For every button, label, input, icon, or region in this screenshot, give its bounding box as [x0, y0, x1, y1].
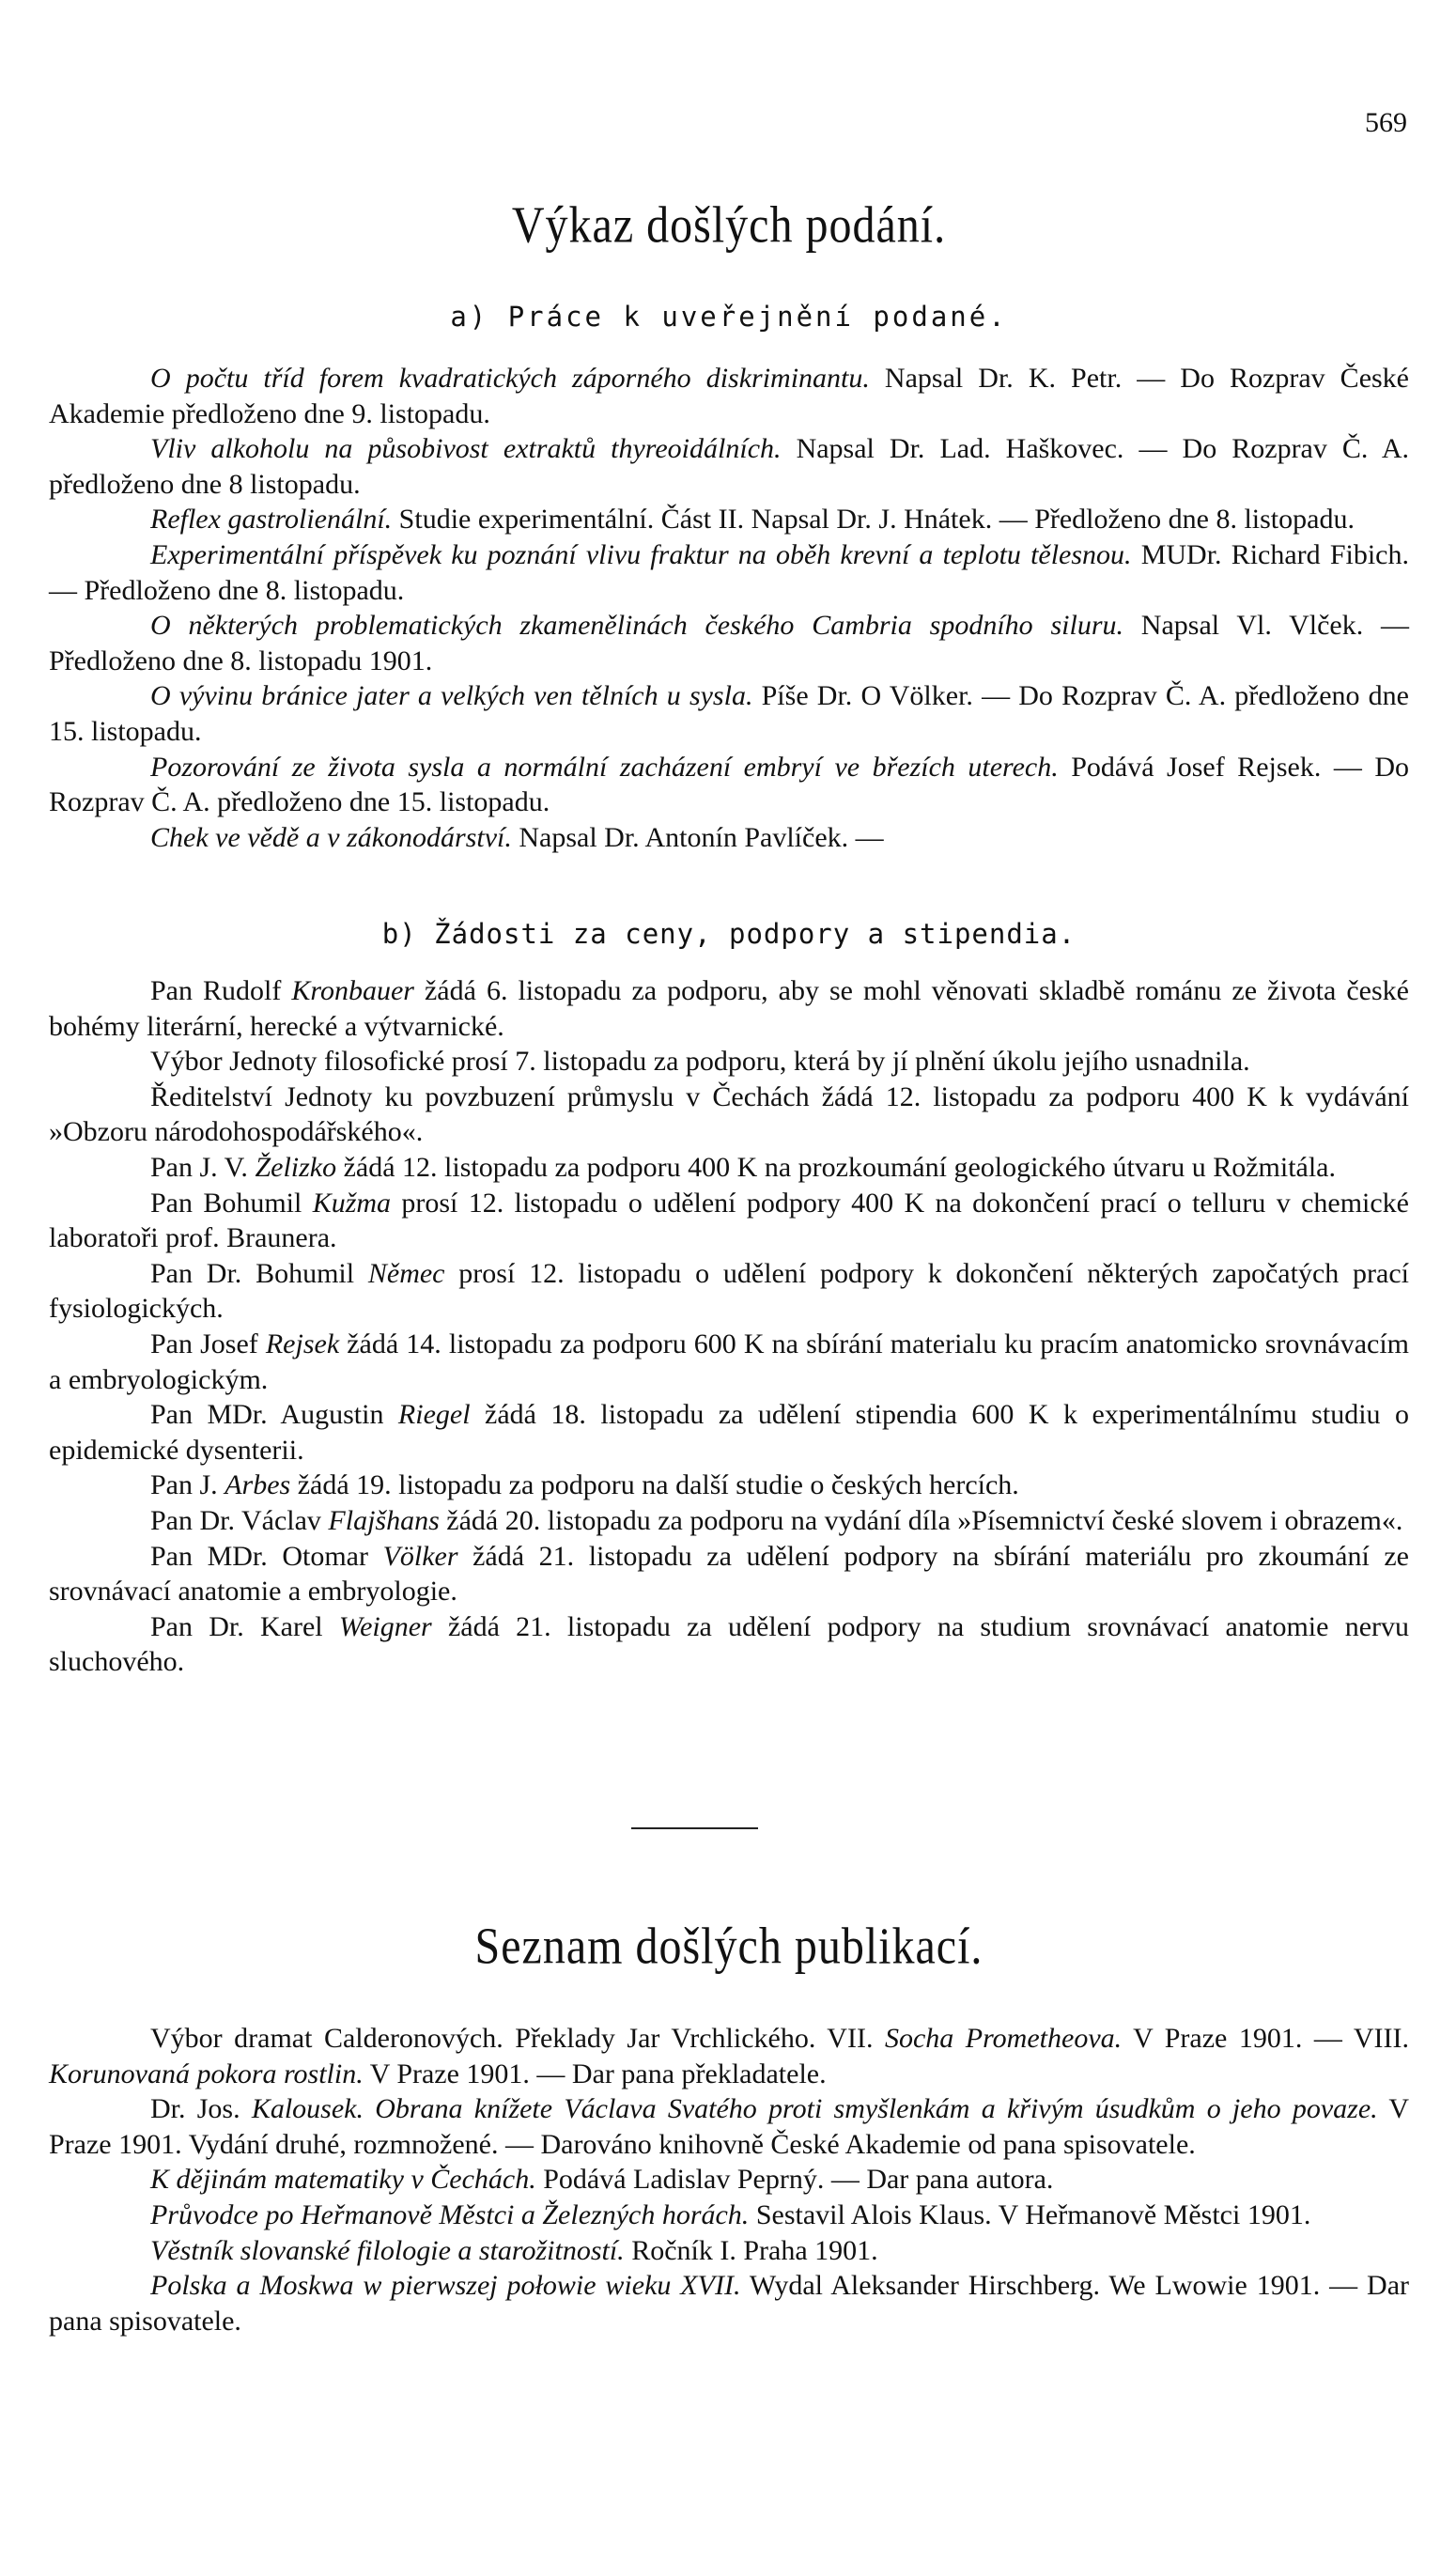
- entry-text: V Praze 1901. — Dar pana překladatele.: [363, 2058, 827, 2089]
- entry-title: Kronbauer: [291, 975, 414, 1006]
- entry-title: Vliv alkoholu na působivost extraktů thyreoidálních.: [150, 433, 782, 465]
- entry-text: Wydal Aleksander Hirschberg. We Lwowie 1901. — Dar pana spisovatele.: [49, 2270, 1409, 2337]
- entry-text: V Praze 1901. Vydání druhé, rozmnožené. — Darováno knihovně České Akademie od pana spisovatele.: [49, 2093, 1410, 2160]
- entry-text: Podává Ladislav Peprný. — Dar pana autora.: [535, 2164, 1054, 2196]
- entry-title: O počtu tříd forem kvadratických záporného diskriminantu.: [150, 363, 870, 394]
- subsection-b: [49, 918, 1409, 950]
- entry-text: žádá 19. listopadu za podporu na další studie o českých hercích.: [290, 1469, 1019, 1501]
- entry-text: Pan Dr. Bohumil: [150, 1257, 368, 1289]
- section-title-reports: Výkaz došlých podání.: [511, 196, 947, 254]
- list-item: [49, 1256, 1409, 1327]
- list-item: [49, 2091, 1409, 2162]
- entry-text: Ročník I. Praha 1901.: [624, 2234, 878, 2266]
- list-item: [49, 431, 1409, 502]
- entry-title: O některých problematických zkamenělinách českého Cambria spodního siluru.: [150, 610, 1123, 642]
- list-item: [49, 1150, 1409, 1186]
- entry-text: MUDr. Richard Fibich. — Předloženo dne 8. listopadu.: [49, 538, 1409, 606]
- list-item: [49, 678, 1409, 749]
- entry-title: Pozorování ze života sysla a normální zacházení embryí ve březích uterech.: [150, 751, 1059, 783]
- list-item: [49, 1186, 1409, 1256]
- list-item: [49, 820, 1409, 856]
- entry-title: O vývinu bránice jater a velkých ven tělních u sysla.: [150, 680, 753, 712]
- list-item: [49, 1397, 1409, 1468]
- section-title-publications: Seznam došlých publikací.: [474, 1918, 984, 1975]
- page-number: 569: [1365, 107, 1407, 138]
- entry-text: žádá 21. listopadu za udělení podpory na studium srovnávací anatomie nervu sluchového.: [49, 1610, 1410, 1678]
- list-item: [49, 1327, 1409, 1397]
- subsection-b-heading: b) Žádosti za ceny, podpory a stipendia.: [381, 918, 1077, 950]
- list-item: [49, 2198, 1409, 2233]
- entries-b-list: [49, 973, 1409, 1680]
- entries-a-list: [49, 361, 1409, 855]
- section-publications: [49, 1918, 1409, 1975]
- entry-title: Želizko: [255, 1151, 337, 1183]
- entry-text: Sestavil Alois Klaus. V Heřmanově Městci 1901.: [749, 2198, 1311, 2230]
- list-item: [49, 2162, 1409, 2198]
- entry-text: Pan MDr. Otomar: [150, 1540, 383, 1572]
- list-item: [49, 1539, 1409, 1609]
- entry-title: Kalousek. Obrana knížete Václava Svatého proti smyšlenkám a křivým úsudkům o jeho povaze.: [251, 2093, 1378, 2125]
- entry-title: Weigner: [338, 1610, 432, 1642]
- entry-title: Chek ve vědě a v zákonodárství.: [150, 821, 512, 853]
- entry-text: Pan Rudolf: [150, 975, 292, 1006]
- list-item: [49, 1609, 1409, 1680]
- list-item: [49, 1503, 1409, 1539]
- entry-text: Pan J.: [150, 1469, 225, 1501]
- entry-text: Výbor Jednoty filosofické prosí 7. listopadu za podporu, která by jí plnění úkolu jejího usnadnila.: [150, 1046, 1250, 1078]
- entry-text: Napsal Dr. Antonín Pavlíček. —: [511, 821, 884, 853]
- list-item: [49, 361, 1409, 431]
- entry-text: prosí 12. listopadu o udělení podpory k dokončení některých započatých prací fysiologických.: [49, 1257, 1409, 1325]
- entry-title: Polska a Moskwa w pierwszej połowie wieku XVII.: [150, 2270, 741, 2302]
- entry-text: Pan MDr. Augustin: [150, 1399, 398, 1431]
- list-item: [49, 973, 1409, 1044]
- list-item: [49, 502, 1409, 537]
- section-divider: [631, 1827, 758, 1829]
- entry-title: Arbes: [225, 1469, 291, 1501]
- list-item: [49, 1080, 1409, 1150]
- entry-title: Průvodce po Heřmanově Městci a Železných horách.: [150, 2198, 750, 2230]
- entry-text: Studie experimentální. Část II. Napsal Dr. J. Hnátek. — Předloženo dne 8. listopadu.: [392, 504, 1355, 536]
- publications-list: [49, 2021, 1409, 2338]
- entry-title: K dějinám matematiky v Čechách.: [150, 2164, 536, 2196]
- entry-text: Pan Dr. Václav: [150, 1504, 329, 1536]
- list-item: [49, 750, 1409, 820]
- entry-text: Ředitelství Jednoty ku povzbuzení průmyslu v Čechách žádá 12. listopadu za podporu 400 K k vydávání »Obzoru národohospodářského«.: [49, 1080, 1409, 1148]
- list-item: [49, 2021, 1409, 2091]
- entry-text: Pan J. V.: [150, 1151, 256, 1183]
- entry-title: Socha Prometheova.: [884, 2023, 1123, 2054]
- entry-title: Reflex gastrolienální.: [150, 504, 393, 536]
- entry-text: žádá 18. listopadu za udělení stipendia 600 K k experimentálnímu studiu o epidemické dysenterii.: [49, 1399, 1409, 1466]
- list-item: [49, 537, 1409, 608]
- section-reports: [49, 196, 1409, 254]
- list-item: [49, 2233, 1409, 2269]
- entry-title: Němec: [367, 1257, 445, 1289]
- entry-text: Napsal Vl. Vlček. — Předloženo dne 8. listopadu 1901.: [49, 610, 1410, 676]
- entry-title: Völker: [382, 1540, 458, 1572]
- list-item: [49, 1468, 1409, 1503]
- entry-text: žádá 21. listopadu za udělení podpory na sbírání materiálu pro zkoumání ze srovnávací anatomie a embryologie.: [49, 1540, 1409, 1608]
- list-item: [49, 2268, 1409, 2338]
- entry-text: Podává Josef Rejsek. — Do Rozprav Č. A. předloženo dne 15. listopadu.: [49, 751, 1409, 818]
- subsection-a: [49, 301, 1409, 333]
- entry-title: Korunovaná pokora rostlin.: [49, 2058, 364, 2089]
- entry-text: Pan Dr. Karel: [150, 1610, 339, 1642]
- list-item: [49, 1044, 1409, 1080]
- entry-text: Napsal Dr. Lad. Haškovec. — Do Rozprav Č. A. předloženo dne 8 listopadu.: [49, 433, 1409, 500]
- entry-text: žádá 12. listopadu za podporu 400 K na prozkoumání geologického útvaru u Rožmitála.: [336, 1151, 1336, 1183]
- entry-text: Napsal Dr. K. Petr. — Do Rozprav České Akademie předloženo dne 9. listopadu.: [49, 363, 1409, 429]
- entry-text: Výbor dramat Calderonových. Překlady Jar Vrchlického. VII.: [150, 2023, 885, 2054]
- entry-text: Dr. Jos.: [150, 2093, 252, 2125]
- entry-text: V Praze 1901. — VIII.: [1122, 2023, 1409, 2054]
- entry-text: Pan Josef: [150, 1328, 266, 1359]
- entry-text: Píše Dr. O Völker. — Do Rozprav Č. A. předloženo dne 15. listopadu.: [49, 680, 1409, 747]
- entry-text: žádá 14. listopadu za podporu 600 K na sbírání materialu ku pracím anatomicko srovnávacím a embryologickým.: [49, 1328, 1410, 1395]
- entry-text: žádá 6. listopadu za podporu, aby se mohl věnovati skladbě románu ze života české bohémy literární, herecké a výtvarnické.: [49, 975, 1409, 1042]
- entry-text: prosí 12. listopadu o udělení podpory 400 K na dokončení prací o telluru v chemické laboratoři prof. Braunera.: [49, 1187, 1409, 1254]
- entry-text: žádá 20. listopadu za podporu na vydání díla »Písemnictví české slovem i obrazem«.: [439, 1504, 1403, 1536]
- entry-title: Věstník slovanské filologie a starožitností.: [150, 2234, 625, 2266]
- entry-text: Pan Bohumil: [150, 1187, 313, 1219]
- entry-title: Rejsek: [265, 1328, 340, 1359]
- entry-title: Riegel: [397, 1399, 471, 1431]
- entry-title: Kužma: [312, 1187, 392, 1219]
- subsection-a-heading: a) Práce k uveřejnění podané.: [450, 301, 1008, 333]
- entry-title: Flajšhans: [328, 1504, 440, 1536]
- entry-title: Experimentální příspěvek ku poznání vlivu fraktur na oběh krevní a teplotu tělesnou.: [150, 538, 1132, 570]
- list-item: [49, 608, 1409, 678]
